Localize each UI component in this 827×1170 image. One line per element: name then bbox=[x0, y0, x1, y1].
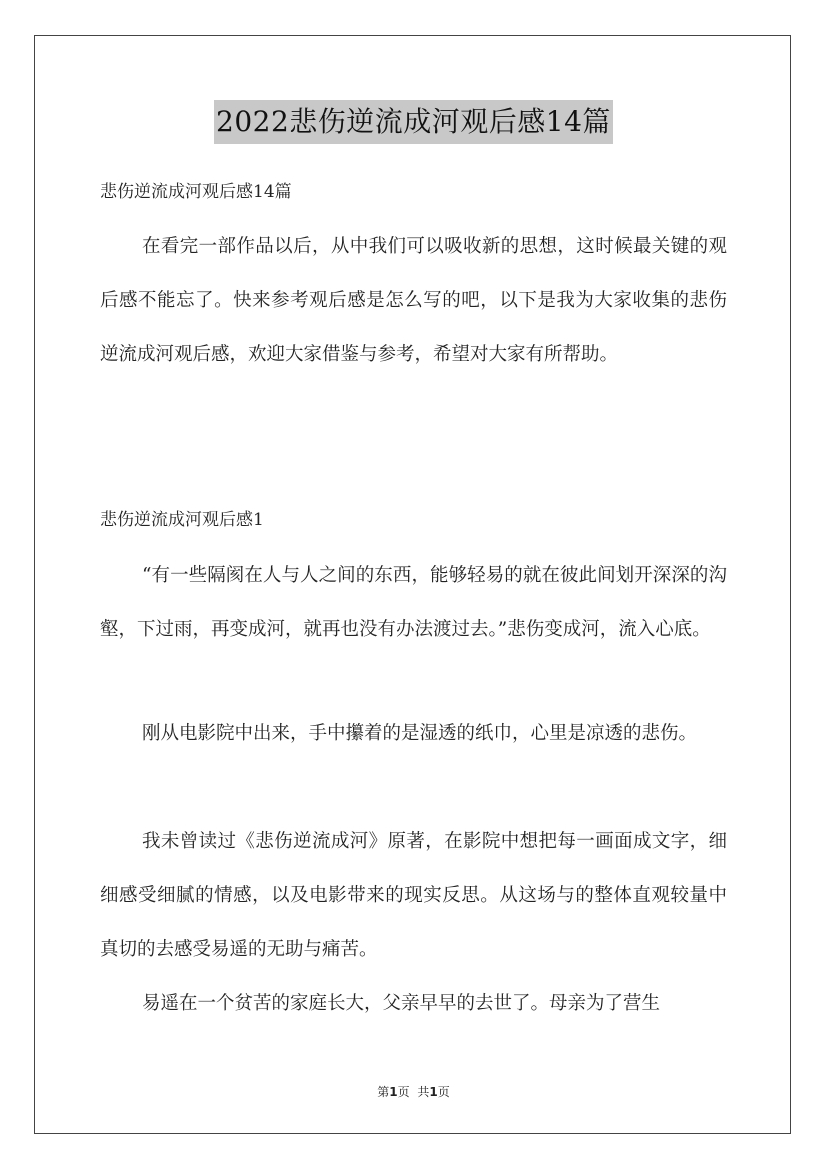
intro-paragraph: 在看完一部作品以后，从中我们可以吸收新的思想，这时候最关键的观后感不能忘了。快来参考观后感是怎么写的吧，以下是我为大家收集的悲伤逆流成河观后感，欢迎大家借鉴与参考，希望对大家有所帮助。 bbox=[100, 236, 727, 365]
body-paragraph: 易遥在一个贫苦的家庭长大，父亲早早的去世了。母亲为了营生 bbox=[142, 993, 661, 1014]
title-container bbox=[0, 100, 827, 144]
document-subtitle: 悲伤逆流成河观后感14篇 bbox=[100, 182, 292, 202]
section-heading: 悲伤逆流成河观后感1 bbox=[100, 510, 264, 530]
page-prefix: 第 bbox=[377, 1085, 390, 1099]
total-suffix: 页 bbox=[437, 1085, 450, 1099]
page-suffix: 页 bbox=[397, 1085, 410, 1099]
body-paragraph: “有一些隔阂在人与人之间的东西，能够轻易的就在彼此间划开深深的沟壑，下过雨，再变成河，就再也没有办法渡过去。”悲伤变成河，流入心底。 bbox=[100, 565, 727, 640]
document-title: 2022悲伤逆流成河观后感14篇 bbox=[214, 100, 613, 144]
total-prefix: 共 bbox=[417, 1085, 430, 1099]
page-footer bbox=[0, 1083, 827, 1100]
total-pages: 1 bbox=[429, 1085, 438, 1099]
body-paragraph: 我未曾读过《悲伤逆流成河》原著，在影院中想把每一画面成文字，细细感受细腻的情感，以及电影带来的现实反思。从这场与的整体直观较量中真切的去感受易遥的无助与痛苦。 bbox=[100, 831, 727, 960]
page-number: 1 bbox=[389, 1085, 398, 1099]
body-paragraph: 刚从电影院中出来，手中攥着的是湿透的纸巾，心里是凉透的悲伤。 bbox=[142, 723, 698, 744]
